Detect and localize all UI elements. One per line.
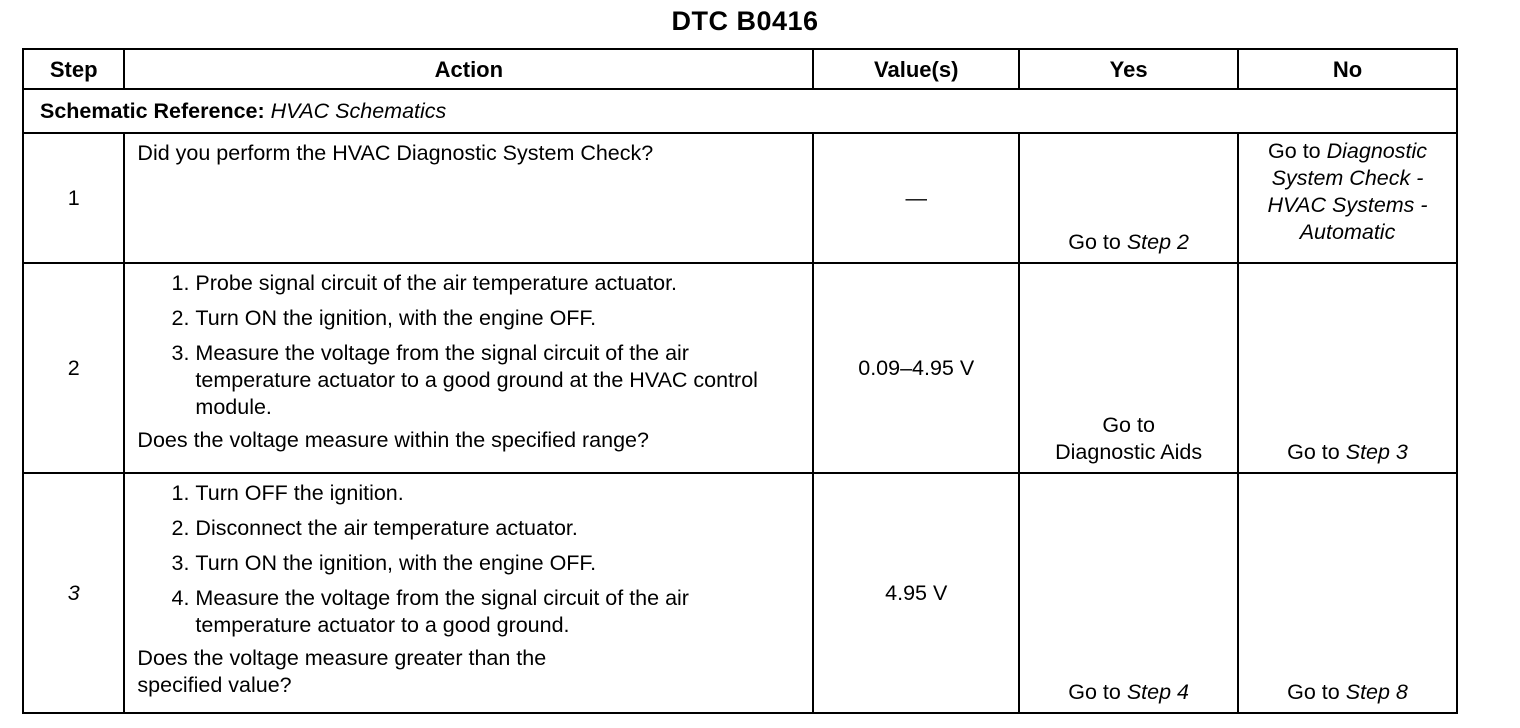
document-title: DTC B0416: [671, 6, 819, 36]
no-link-line[interactable]: Diagnostic: [1326, 139, 1428, 163]
table-row: [23, 473, 1457, 713]
schematic-reference-cell: [23, 89, 1457, 133]
yes-link[interactable]: Diagnostic Aids: [1055, 440, 1203, 464]
step-number: 1: [23, 133, 124, 263]
yes-link[interactable]: Step 4: [1126, 680, 1189, 704]
action-question: Does the voltage measure within the specified range?: [137, 428, 649, 452]
no-link[interactable]: Step 3: [1345, 440, 1408, 464]
header-no: No: [1238, 49, 1457, 89]
schematic-reference-row: [23, 89, 1457, 133]
header-yes: Yes: [1019, 49, 1238, 89]
yes-prefix: Go to: [1068, 230, 1121, 254]
schematic-reference-label: Schematic Reference:: [40, 98, 265, 123]
no-link-line[interactable]: System Check -: [1271, 166, 1424, 190]
action-step: 2. Turn ON the ignition, with the engine OFF.: [195, 305, 802, 332]
no-prefix: Go to: [1268, 139, 1321, 163]
header-values: Value(s): [813, 49, 1019, 89]
schematic-reference-link[interactable]: HVAC Schematics: [270, 98, 447, 123]
no-prefix: Go to: [1287, 680, 1340, 704]
step-number: 2: [23, 263, 124, 473]
action-cell: [124, 473, 813, 713]
action-cell: [124, 263, 813, 473]
action-step: 1. Probe signal circuit of the air temperature actuator.: [195, 270, 802, 297]
action-question: Did you perform the HVAC Diagnostic System Check?: [137, 141, 654, 165]
no-link[interactable]: Step 8: [1345, 680, 1408, 704]
no-cell: [1238, 133, 1457, 263]
step-number: 3: [23, 473, 124, 713]
no-cell: [1238, 263, 1457, 473]
yes-prefix: Go to: [1068, 680, 1121, 704]
value-cell: 0.09–4.95 V: [813, 263, 1019, 473]
action-step: 3. Turn ON the ignition, with the engine OFF.: [195, 550, 802, 577]
yes-cell: [1019, 133, 1238, 263]
value-cell: 4.95 V: [813, 473, 1019, 713]
action-step: 1. Turn OFF the ignition.: [195, 480, 802, 507]
yes-cell: [1019, 473, 1238, 713]
action-question: Does the voltage measure greater than the: [137, 646, 547, 670]
no-cell: [1238, 473, 1457, 713]
action-steps-list: [137, 270, 802, 421]
no-link-line[interactable]: Automatic: [1299, 220, 1396, 244]
action-question: specified value?: [137, 673, 292, 697]
table-header-row: [23, 49, 1457, 89]
yes-prefix: Go to: [1102, 413, 1155, 437]
yes-link[interactable]: Step 2: [1126, 230, 1189, 254]
value-cell: —: [813, 133, 1019, 263]
no-link-line[interactable]: HVAC Systems -: [1267, 193, 1428, 217]
table-row: [23, 133, 1457, 263]
header-action: Action: [124, 49, 813, 89]
action-cell: [124, 133, 813, 263]
action-steps-list: [137, 480, 802, 639]
diagnostic-table: [22, 48, 1458, 714]
yes-cell: [1019, 263, 1238, 473]
action-step: 3. Measure the voltage from the signal circuit of the air temperature actuator to a good ground at the HVAC control module.: [195, 340, 802, 421]
action-step: 2. Disconnect the air temperature actuator.: [195, 515, 802, 542]
table-row: [23, 263, 1457, 473]
action-step: 4. Measure the voltage from the signal circuit of the air temperature actuator to a good ground.: [195, 585, 802, 639]
header-step: Step: [23, 49, 124, 89]
no-prefix: Go to: [1287, 440, 1340, 464]
